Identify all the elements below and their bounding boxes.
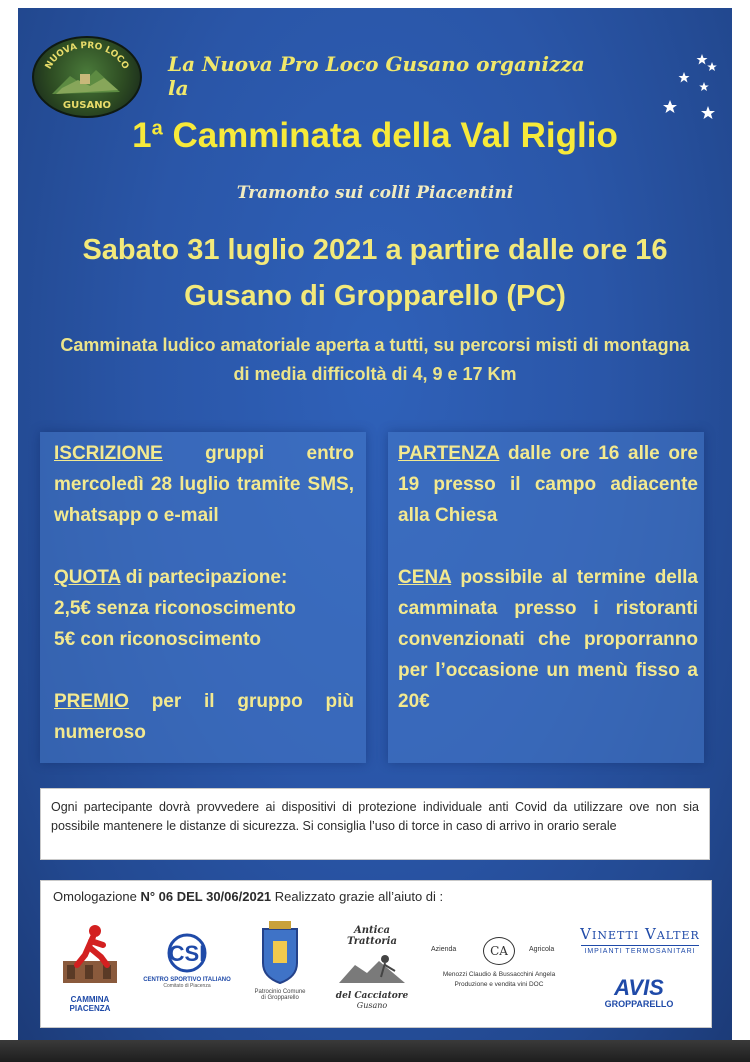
avis-sub: GROPPARELLO (604, 999, 674, 1009)
avis-gropparello-logo (587, 977, 691, 1017)
pro-loco-logo (32, 36, 142, 118)
csi-logo (139, 933, 235, 1003)
svg-text:NUOVA PRO LOCO (44, 41, 131, 72)
cammina-piacenza-text: CAMMINA PIACENZA (69, 995, 111, 1013)
azienda-agricola-logo (425, 937, 573, 1017)
covid-notice: Ogni partecipante dovrà provvedere ai dispositivi di protezione individuale anti Covid da utilizzare ove non sia possibile mantenere le distanze di sicurezza. Si consiglia l’uso di torce in caso di arrivo in orario serale (40, 788, 710, 860)
info-box-right (388, 432, 704, 763)
comune-caption-2: di Gropparello (261, 995, 299, 1001)
quota-label: QUOTA (54, 567, 121, 588)
bottom-strip (0, 1040, 750, 1062)
premio-label: PREMIO (54, 691, 129, 712)
quota-text: di partecipazione: (120, 567, 288, 588)
vinetti-valter-logo (571, 925, 709, 965)
cena-paragraph (398, 562, 698, 717)
iscrizione-paragraph (54, 438, 354, 531)
title-rest: Camminata della Val Riglio (162, 116, 618, 155)
trattoria-line-1: Antica Trattoria (347, 925, 397, 947)
azienda-monogram: CA (483, 937, 515, 965)
event-date: Sabato 31 luglio 2021 a partire dalle ore 16 (82, 234, 668, 266)
event-description: Camminata ludico amatoriale aperta a tutti, su percorsi misti di montagna di media difficoltà di 4, 9 e 17 Km (60, 335, 690, 384)
svg-text:CSI: CSI (168, 941, 206, 966)
omologazione-suffix: Realizzato grazie all’aiuto di : (271, 889, 444, 904)
csi-sub: Comitato di Piacenza (163, 983, 211, 989)
vinetti-name: Vinetti Valter (580, 925, 700, 943)
cena-text: possibile al termine della camminata presso i ristoranti convenzionati che proporranno per l’occasione un menù fisso a 20€ (398, 567, 698, 712)
antica-trattoria-logo (329, 925, 415, 1015)
quota-line-2: 5€ con riconoscimento (54, 629, 261, 650)
trattoria-line-2: del Cacciatore (335, 991, 409, 1001)
azienda-prod: Produzione e vendita vini DOC (454, 981, 544, 988)
cammina-piacenza-logo (55, 921, 125, 1017)
logo-text-bottom: GUSANO (62, 100, 112, 111)
csi-caption: CENTRO SPORTIVO ITALIANO (143, 977, 231, 983)
intro-text: La Nuova Pro Loco Gusano organizza la (168, 52, 585, 100)
event-place: Gusano di Gropparello (PC) (184, 280, 566, 312)
event-subtitle: Tramonto sui colli Piacentini (236, 183, 514, 203)
quota-paragraph (54, 562, 354, 655)
trattoria-line-3: Gusano (356, 1001, 388, 1010)
azienda-left: Azienda (431, 946, 457, 953)
premio-paragraph (54, 686, 354, 748)
poster (18, 8, 732, 1040)
title-ordinal: a (151, 117, 163, 140)
partenza-label: PARTENZA (398, 443, 500, 464)
azienda-names: Menozzi Claudio & Bussacchini Angela (442, 971, 556, 978)
info-box-left (40, 432, 366, 763)
azienda-right: Agricola (529, 946, 555, 953)
event-title (18, 116, 732, 156)
comune-gropparello-logo (241, 919, 319, 1019)
omologazione-line (53, 889, 443, 904)
comune-caption-1: Patrocinio Comune (254, 989, 306, 995)
vinetti-sub: IMPIANTI TERMOSANITARI (581, 945, 699, 955)
avis-name: AVIS (614, 975, 664, 1000)
quota-line-1: 2,5€ senza riconoscimento (54, 598, 296, 619)
logo-text-top: NUOVA PRO LOCO (43, 40, 131, 72)
cena-label: CENA (398, 567, 452, 588)
iscrizione-label: ISCRIZIONE (54, 443, 163, 464)
premio-text: per il gruppo più numeroso (54, 691, 354, 743)
iscrizione-text: gruppi entro mercoledì 28 luglio tramite SMS, whatsapp o e-mail (54, 443, 354, 526)
sponsors-panel (40, 880, 712, 1028)
partenza-paragraph (398, 438, 698, 531)
omologazione-prefix: Omologazione (53, 889, 141, 904)
omologazione-number: N° 06 DEL 30/06/2021 (140, 889, 272, 904)
title-number: 1 (132, 116, 152, 155)
partenza-text: dalle ore 16 alle ore 19 presso il campo adiacente alla Chiesa (398, 443, 698, 526)
